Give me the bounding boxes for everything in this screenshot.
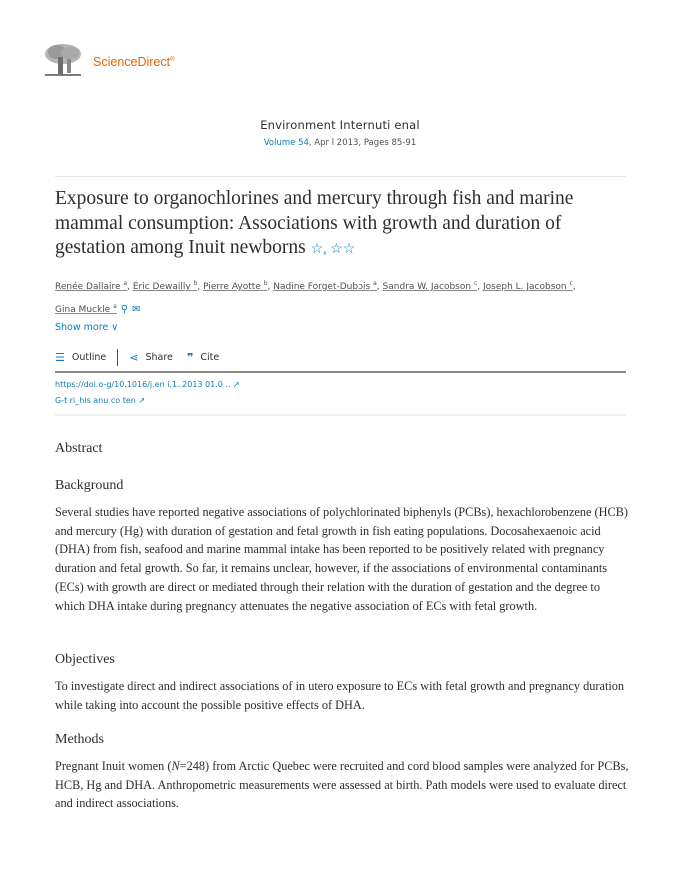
cite-button[interactable]: ❞ Cite <box>186 351 220 364</box>
external-link-icon: ↗ <box>233 380 240 389</box>
section-heading-objectives: Objectives <box>55 652 115 667</box>
author-link[interactable]: Gina Muckle $^a$ <box>55 303 117 315</box>
share-button[interactable]: ⋖ Share <box>129 351 173 364</box>
divider <box>55 414 626 416</box>
toolbar-divider <box>55 371 626 373</box>
author-link[interactable]: Pierre Ayotte $^b$ <box>203 280 268 292</box>
doi-link[interactable]: https://doi.o-g/10.1016/j.en i.1..2013 01.0 .. ↗ <box>55 380 240 389</box>
article-title: Exposure to organochlorines and mercury through fish and marine mammal consumption: Associations with growth and duration of gestation among Inuit newborns ☆, ☆☆ <box>55 188 574 258</box>
article-toolbar <box>55 349 219 366</box>
author-link[interactable]: Sandra W. Jacobson $^c$ <box>382 280 478 292</box>
methods-text: Pregnant Inuit women (N=248) from Arctic Quebec were recruited and cord blood samples were analyzed for PCBs, HCB, Hg and DHA. Anthropometric measurements were assessed at birth. Path models were used to evaluate direct and indirect associations. <box>55 759 629 811</box>
background-text: Several studies have reported negative associations of polychlorinated biphenyls (PCBs), hexachlorobenzene (HCB) and mercury (Hg) with duration of gestation and fetal growth in fish eating populations. Docosahexaenoic acid (DHA) from fish, seafood and marine mammal intake has been reported to be positively related with pregnancy duration and fetal growth. So far, it remains unclear, however, if the associations of environmental contaminants (ECs) with growth are direct or mediated through their relation with the duration of gestation and the degree to which DHA intake during pregnancy attenuates the negative association of ECs with fetal growth. <box>55 505 629 613</box>
list-icon: ☰ <box>55 351 65 364</box>
author-link[interactable]: Éric Dewailly $^b$ <box>132 280 198 292</box>
external-link-icon: ↗ <box>138 396 146 405</box>
objectives-text: To investigate direct and indirect associations of in utero exposure to ECs with fetal growth and pregnancy duration while taking into account the possible positive effects of DHA. <box>55 679 625 712</box>
share-icon: ⋖ <box>129 351 139 364</box>
issue-info: Volume 54, Apr l 2013, Pages 85-91 <box>263 138 417 148</box>
abstract-heading: Abstract <box>55 441 103 456</box>
chevron-down-icon: ∨ <box>111 322 119 333</box>
outline-button[interactable]: ☰ Outline <box>55 351 107 364</box>
quote-icon: ❞ <box>186 351 194 364</box>
author-link[interactable]: Nadine Forget-Dubɔis $^a$ <box>273 280 377 292</box>
volume-link[interactable]: Volume 54 <box>263 138 309 148</box>
author-link[interactable]: Renée Dallaire $^a$ <box>55 280 128 292</box>
person-icon[interactable]: ⚲ <box>120 304 129 315</box>
author-list: Renée Dallaire $^a$, Éric Dewailly $^b$, Pierre Ayotte $^b$, Nadine Forget-Dubɔis $^a$, Sandra W. Jacobson $^c$, Joseph L. Jacobson $^c$, Gina Muckle $^a$ ⚲ ✉ <box>55 280 576 315</box>
toolbar-separator <box>117 349 118 366</box>
section-heading-background: Background <box>55 478 124 493</box>
divider <box>55 176 626 177</box>
title-footnote-stars[interactable]: ☆, ☆☆ <box>310 242 356 257</box>
elsevier-tree-logo <box>43 43 83 78</box>
sciencedirect-logo[interactable]: ScienceDirect® <box>93 55 175 69</box>
author-link[interactable]: Joseph L. Jacobson $^c$ <box>482 280 573 292</box>
section-heading-methods: Methods <box>55 732 104 747</box>
email-icon[interactable]: ✉ <box>132 304 141 315</box>
show-more-button[interactable]: Show more ∨ <box>55 322 119 333</box>
rights-link[interactable]: G-t ri_his anu co ten ↗ <box>55 396 146 405</box>
journal-title[interactable]: Environment Internuti enal <box>260 118 420 132</box>
